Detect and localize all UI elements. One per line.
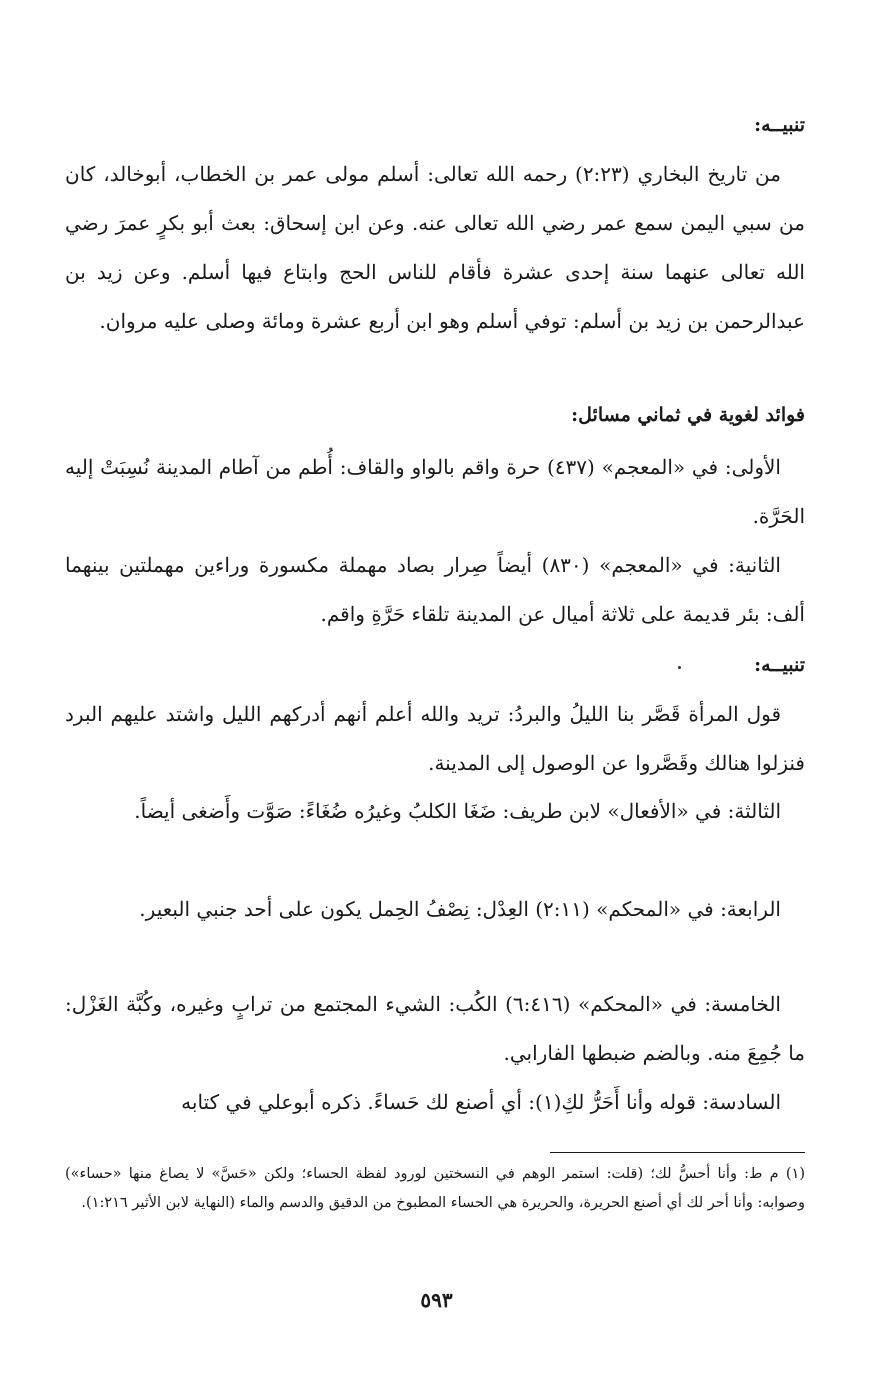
paragraph-first-issue: الأولى: في «المعجم» (٤٣٧) حرة واقم بالواو والقاف: أُطم من آطام المدينة نُسِبَتْ إليه الحَرَّة. xyxy=(65,455,805,528)
notice-heading-1: تنبيــه: xyxy=(754,114,805,136)
paragraph-third-issue: الثالثة: في «الأفعال» لابن طريف: ضَغَا الكلبُ وغيرُه ضُغَاءً: صَوَّت وأَضغى أيضاً. xyxy=(134,799,781,823)
stray-dot xyxy=(678,666,681,669)
page-number: ٥٩٣ xyxy=(420,1288,453,1312)
footnote-separator xyxy=(550,1152,805,1153)
linguistic-benefits-heading: فوائد لغوية في ثماني مسائل: xyxy=(571,404,805,426)
paragraph-fourth-issue: الرابعة: في «المحكم» (٢:١١) العِدْل: نِصْفُ الحِمل يكون على أحد جنبي البعير. xyxy=(139,897,781,921)
paragraph-second-issue: الثانية: في «المعجم» (٨٣٠) أيضاً صِرار بصاد مهملة مكسورة وراءين مهملتين بينهما ألف: بئر قديمة على ثلاثة أميال عن المدينة تلقاء حَرَّةِ واقم. xyxy=(65,553,805,626)
paragraph-fifth-issue: الخامسة: في «المحكم» (٦:٤١٦) الكُب: الشيء المجتمع من ترابٍ وغيره، وكُبَّة الغَزْل: ما جُمِعَ منه. وبالضم ضبطها الفارابي. xyxy=(65,992,805,1065)
notice-heading-2: تنبيــه: xyxy=(754,654,805,676)
footnote: (١) م ط: وأنا أحسُّ لك؛ (قلت: استمر الوهم في النسختين لورود لفظة الحساء؛ ولكن «حَسَّ» لا يصاغ منها «حساء») وصوابه: وأنا أحر لك أي أصنع الحريرة، والحريرة هي الحساء المطبوخ من الدقيق والدسم والماء (النهاية لابن الأثير ١:٢١٦). xyxy=(65,1166,805,1211)
paragraph-bukhari-history: من تاريخ البخاري (٢:٢٣) رحمه الله تعالى: أسلم مولى عمر بن الخطاب، أبوخالد، كان من سبي اليمن سمع عمر رضي الله تعالى عنه. وعن ابن إسحاق: بعث أبو بكرٍ عمرَ رضي الله تعالى عنهما سنة إحدى عشرة فأقام للناس الحج وابتاع فيها أسلم. وعن زيد بن عبدالرحمن بن زيد بن أسلم: توفي أسلم وهو ابن أربع عشرة ومائة وصلى عليه مروان. xyxy=(65,162,805,333)
paragraph-sixth-issue: السادسة: قوله وأنا أَحَرُّ لكِ(١): أي أصنع لك حَساءً. ذكره أبوعلي في كتابه xyxy=(181,1090,781,1114)
paragraph-woman-saying: قول المرأة قَصَّر بنا الليلُ والبردُ: تريد والله أعلم أنهم أدركهم الليل واشتد عليهم البرد فنزلوا هنالك وقَصَّروا عن الوصول إلى المدينة. xyxy=(65,702,805,775)
